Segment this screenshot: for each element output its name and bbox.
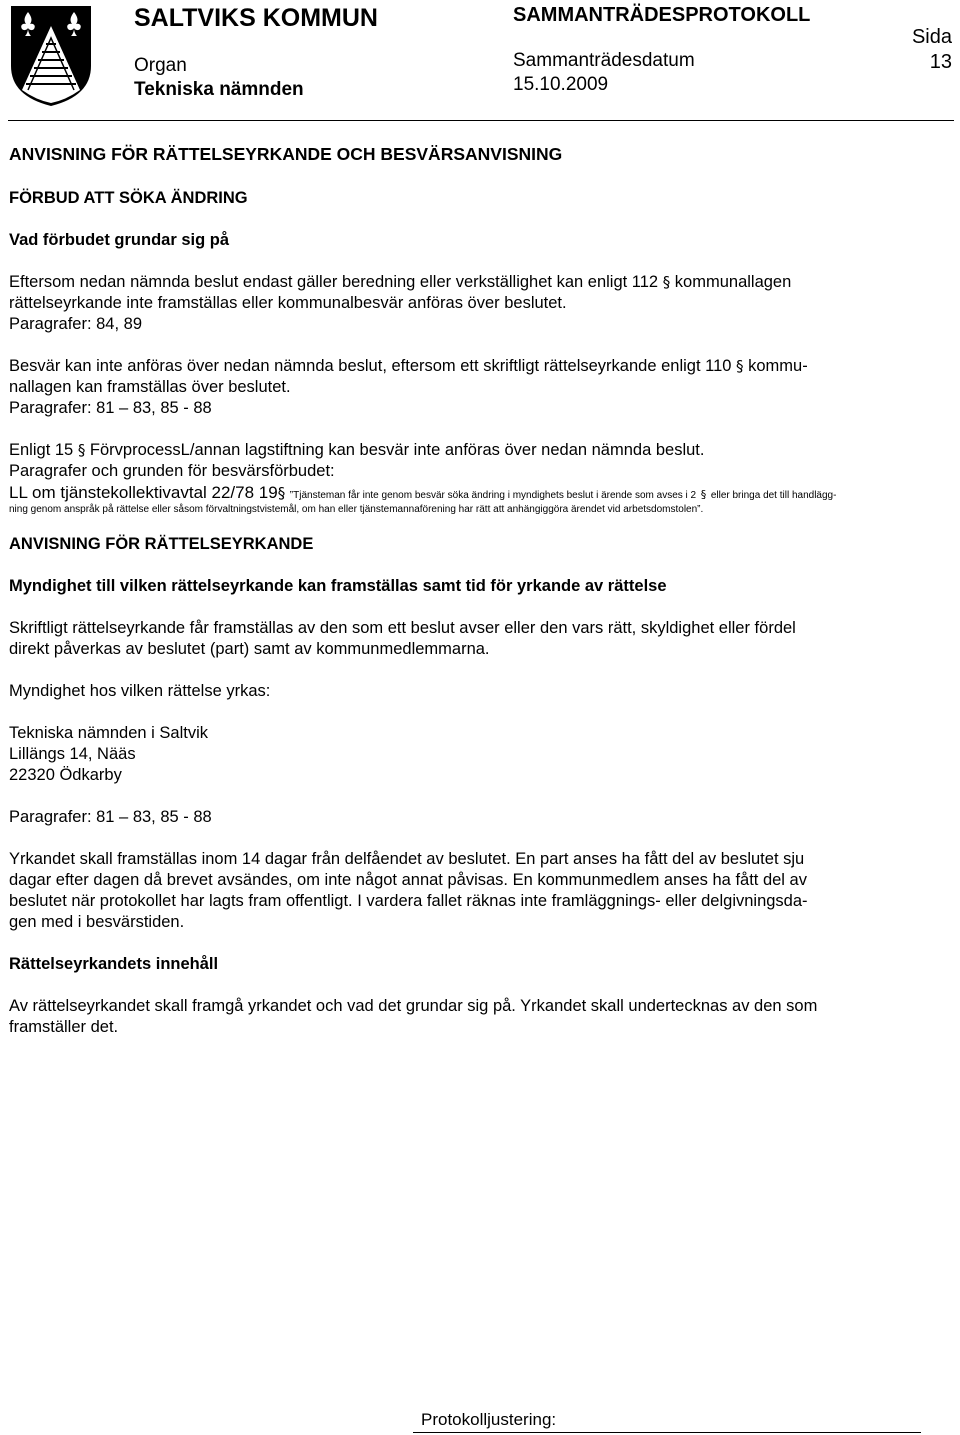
- municipality-name: SALTVIKS KOMMUN: [134, 4, 378, 32]
- section-sign: §: [736, 357, 744, 375]
- paragraph-content: Av rättelseyrkandet skall framgå yrkandet och vad det grundar sig på. Yrkandet skall undertecknas av den som framställer det.: [9, 997, 818, 1036]
- authority-label: Myndighet hos vilken rättelse yrkas:: [9, 682, 271, 700]
- minutes-verification-line: [413, 1410, 921, 1433]
- paragraph-refs-1: Paragrafer: 84, 89: [9, 315, 142, 333]
- minutes-verification-label: Protokolljustering:: [421, 1410, 557, 1429]
- paragraph-rectification-1: Skriftligt rättelseyrkande får framställas av den som ett beslut avser eller den vars rätt, skyldighet eller fördel direkt påverkas av beslutet (part) samt av kommunmedlemmarna.: [9, 619, 796, 658]
- content-heading: Rättelseyrkandets innehåll: [9, 955, 219, 973]
- page-number: 13: [929, 51, 952, 73]
- paragraph-prohibition-3: Enligt 15 § FörvprocessL/annan lagstiftning kan besvär inte anföras över nedan nämnda beslut.: [9, 441, 705, 459]
- section-sign: §: [77, 441, 86, 459]
- header-divider: [8, 120, 954, 121]
- document-body: [9, 144, 919, 1038]
- address-line-3: 22320 Ödkarby: [9, 766, 122, 784]
- page-label: Sida: [911, 26, 952, 48]
- section-sign: §: [277, 484, 286, 502]
- authority-heading: Myndighet till vilken rättelseyrkande kan framställas samt tid för yrkande av rättelse: [9, 577, 667, 595]
- section-sign: §: [662, 273, 671, 291]
- paragraph-time-limit: Yrkandet skall framställas inom 14 dagar från delfåendet av beslutet. En part anses ha fått del av beslutet sju dagar efter dagen då brevet avsändes, om inte något annat påvisas. En kommunmedlem anses ha fått del av beslutet när protokollet har lagts fram offentligt. I vardera fallet räknas inte framläggnings- eller delgivningsda- gen med i besvärstiden.: [9, 850, 808, 931]
- law-quote-continuation: ning genom anspråk på rättelse eller såsom förvaltningstvistemål, om han eller tjänstemannaförening har rätt att anhängiggöra ärendet vid arbetsdomstolen”.: [9, 504, 704, 515]
- paragraph-refs-4: Paragrafer: 81 – 83, 85 - 88: [9, 808, 212, 826]
- municipality-coat-of-arms-logo: [8, 4, 94, 108]
- section-title-appeal-instructions: ANVISNING FÖR RÄTTELSEYRKANDE OCH BESVÄRSANVISNING: [9, 144, 563, 164]
- organ-value: Tekniska nämnden: [134, 79, 304, 100]
- section-sign: §: [700, 488, 707, 501]
- document-type: SAMMANTRÄDESPROTOKOLL: [513, 4, 811, 26]
- meeting-date-label: Sammanträdesdatum: [513, 50, 695, 71]
- section-title-rectification: ANVISNING FÖR RÄTTELSEYRKANDE: [9, 535, 314, 553]
- address-line-2: Lillängs 14, Nääs: [9, 745, 136, 763]
- meeting-date-value: 15.10.2009: [513, 74, 609, 95]
- paragraph-refs-3: Paragrafer och grunden för besvärsförbudet:: [9, 462, 335, 480]
- address-line-1: Tekniska nämnden i Saltvik: [9, 724, 209, 742]
- law-reference: LL om tjänstekollektivavtal 22/78 19§ ”Tjänsteman får inte genom besvär söka ändring i myndighets beslut i ärende som avses i 2 § eller bringa det till handlägg-: [9, 483, 837, 502]
- paragraph-refs-2: Paragrafer: 81 – 83, 85 - 88: [9, 399, 212, 417]
- paragraph-prohibition-1: Eftersom nedan nämnda beslut endast gäller beredning eller verkställighet kan enligt 112 § kommunallagen rättelseyrkande inte framställas eller kommunalbesvär anföras över beslutet.: [9, 273, 792, 312]
- organ-label: Organ: [134, 55, 187, 76]
- prohibition-basis-heading: Vad förbudet grundar sig på: [9, 231, 230, 249]
- paragraph-prohibition-2: Besvär kan inte anföras över nedan nämnda beslut, eftersom ett skriftligt rättelseyrkande enligt 110 § kommu- nallagen kan framställas över beslutet.: [9, 357, 808, 396]
- prohibition-subtitle: FÖRBUD ATT SÖKA ÄNDRING: [9, 189, 248, 207]
